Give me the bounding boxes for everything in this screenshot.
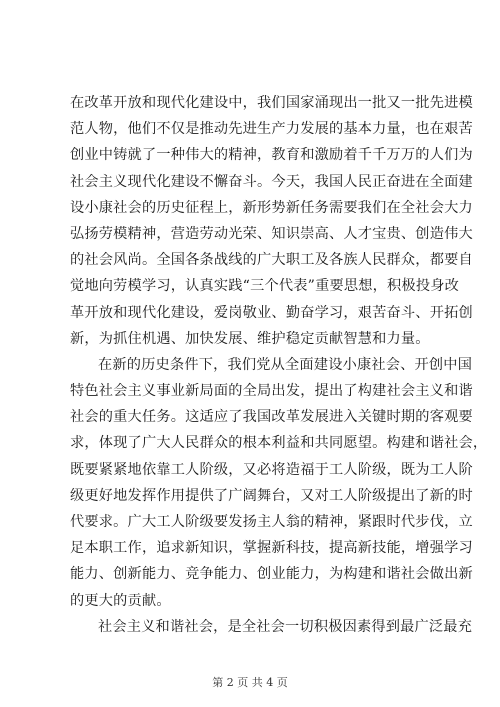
paragraph-2-line-6: 级更好地发挥作用提供了广阔舞台，又对工人阶级提出了新的时: [70, 487, 473, 504]
paragraph-1-line-2: 范人物，他们不仅是推动先进生产力发展的基本力量，也在艰苦: [70, 121, 473, 138]
paragraph-1-line-7: 的社会风尚。全国各条战线的广大职工及各族人民群众，都要自: [70, 252, 473, 269]
paragraph-1-line-3: 创业中铸就了一种伟大的精神，教育和激励着千千万万的人们为: [70, 147, 473, 164]
paragraph-2-line-1: 在新的历史条件下，我们党从全面建设小康社会、开创中国: [98, 356, 473, 373]
paragraph-2-line-5: 既要紧紧地依靠工人阶级，又必将造福于工人阶级，既为工人阶: [70, 461, 473, 478]
paragraph-1-line-6: 弘扬劳模精神，营造劳动光荣、知识崇高、人才宝贵、创造伟大: [70, 225, 473, 242]
paragraph-2-line-8: 足本职工作，追求新知识，掌握新科技，提高新技能，增强学习: [70, 540, 473, 557]
paragraph-2-line-7: 代要求。广大工人阶级要发扬主人翁的精神，紧跟时代步伐，立: [70, 514, 473, 530]
paragraph-1-line-1: 在改革开放和现代化建设中，我们国家涌现出一批又一批先进模: [70, 95, 473, 111]
paragraph-1-line-5: 设小康社会的历史征程上，新形势新任务需要我们在全社会大力: [70, 199, 473, 216]
page-number-footer: 第 2 页 共 4 页: [212, 676, 288, 689]
paragraph-1-line-10: 新，为抓住机遇、加快发展、维护稳定贡献智慧和力量。: [70, 330, 430, 347]
document-body: [70, 90, 488, 640]
paragraph-2-line-3: 社会的重大任务。这适应了我国改革发展进入关键时期的客观要: [70, 409, 473, 426]
paragraph-3-line-1: 社会主义和谐社会，是全社会一切积极因素得到最广泛最充: [98, 618, 473, 635]
paragraph-1-line-8: 觉地向劳模学习，认真实践“三个代表”重要思想，积极投身改: [70, 278, 459, 295]
paragraph-2-line-4: 求，体现了广大人民群众的根本利益和共同愿望。构建和谐社会，: [70, 435, 488, 452]
paragraph-2-line-2: 特色社会主义事业新局面的全局出发，提出了构建社会主义和谐: [70, 383, 473, 400]
paragraph-2-line-10: 的更大的贡献。: [70, 592, 171, 609]
paragraph-1-line-9: 革开放和现代化建设，爱岗敬业、勤奋学习，艰苦奋斗、开拓创: [70, 304, 473, 321]
paragraph-2-line-9: 能力、创新能力、竞争能力、创业能力，为构建和谐社会做出新: [70, 566, 473, 583]
paragraph-1-line-4: 社会主义现代化建设不懈奋斗。今天，我国人民正奋进在全面建: [70, 173, 473, 190]
